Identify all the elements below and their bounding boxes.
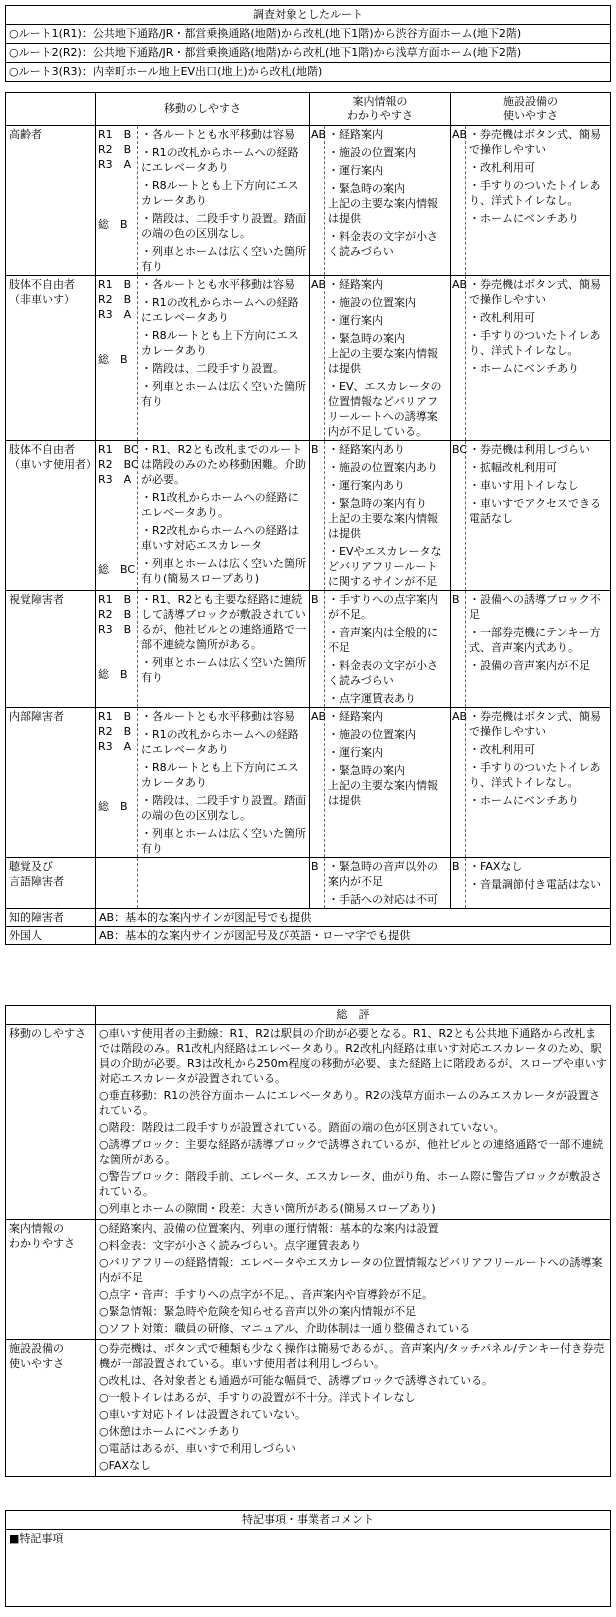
grade-line: R2 B — [98, 293, 132, 306]
grade-line — [98, 784, 135, 799]
mobility-note: ・R1、R2とも主要な経路に連続して誘導ブロックが敷設されているが、他社ビルとの連絡通路で一部不連続な箇所がある。 — [141, 593, 306, 651]
grade-line — [98, 532, 135, 547]
summary-items — [96, 1340, 611, 1477]
info-notes — [325, 441, 451, 591]
summary-item: ○ソフト対策：職員の研修、マニュアル、介助体制は一通り整備されている — [99, 1322, 471, 1335]
info-note: ・経路案内あり — [328, 443, 405, 456]
summary-items — [96, 1220, 611, 1340]
facility-note: ・券売機はボタン式、簡易で操作しやすい — [469, 710, 601, 738]
grade-line: R1 B — [98, 128, 132, 141]
grade-line: R3 A — [98, 740, 132, 753]
mobility-note: ・R8ルートとも上下方向にエスカレータあり — [141, 761, 299, 789]
footer-text: AB：基本的な案内サインが図記号でも提供 — [96, 909, 611, 927]
summary-item: ○車いす対応トイレは設置されていない。 — [99, 1408, 307, 1421]
grade-line: R2 B — [98, 725, 132, 738]
facility-note: ・改札利用可 — [469, 161, 535, 174]
info-note: ・手すりへの点字案内が不足。 — [328, 593, 438, 621]
info-note: ・緊急時の案内有り 上記の主要な案内情報は提供 — [328, 497, 438, 540]
facility-note: ・改札利用可 — [469, 311, 535, 324]
route-line-2: ○ルート2(R2)：公共地下通路/JR・都営乗換通路(地階)から改札(地下1階)から浅草方面ホーム(地下2階) — [6, 44, 611, 63]
grade-line — [98, 487, 135, 502]
grade-line: R1 B — [98, 593, 132, 606]
mobility-note: ・各ルートとも水平移動は容易 — [141, 710, 295, 723]
facility-grade: B — [451, 858, 466, 909]
grade-line — [98, 502, 135, 517]
mobility-notes — [138, 591, 310, 708]
summary-item: ○バリアフリーの経路情報：エレベータやエスカレータの位置情報などバリアフリールートへの誘導案内が不足 — [99, 1256, 603, 1284]
mobility-note: ・R2改札からホームへの経路は車いす対応エスカレータ — [141, 524, 299, 552]
info-notes — [325, 708, 451, 858]
summary-items — [96, 1025, 611, 1220]
eval-row — [6, 591, 611, 708]
grade-line: R1 BC — [98, 443, 139, 456]
info-note: ・経路案内 — [328, 278, 383, 291]
grade-line: R2 B — [98, 143, 132, 156]
info-note: ・手話への対応は不可 — [328, 893, 438, 906]
info-note: ・施設の位置案内 — [328, 296, 416, 309]
facility-note: ・手すりのついたトイレあり、洋式トイレなし。 — [469, 329, 601, 357]
mobility-grades — [96, 126, 138, 276]
facility-notes — [466, 708, 611, 858]
facility-notes — [466, 276, 611, 441]
grade-line — [98, 322, 135, 337]
grade-line: R1 B — [98, 710, 132, 723]
mobility-notes — [138, 708, 310, 858]
facility-grade: AB — [451, 276, 466, 441]
eval-row — [6, 276, 611, 441]
mobility-grades — [96, 858, 138, 909]
facility-note: ・券売機は利用しづらい — [469, 443, 590, 456]
facility-note: ・ホームにベンチあり — [469, 362, 579, 375]
mobility-grades — [96, 441, 138, 591]
eval-category-label: 高齢者 — [9, 128, 42, 141]
info-note: ・料金表の文字が小さく読みづらい — [328, 230, 438, 258]
facility-note: ・拡幅改札利用可 — [469, 461, 557, 474]
info-note: ・緊急時の案内 上記の主要な案内情報は提供 — [328, 182, 438, 225]
facility-note: ・設備への誘導ブロック不足 — [469, 593, 601, 621]
mobility-note: ・各ルートとも水平移動は容易 — [141, 128, 295, 141]
mobility-note: ・R1、R2とも改札までのルートは階段のみのため移動困難。介助が必要。 — [141, 443, 306, 486]
facility-note: ・設備の音声案内が不足 — [469, 659, 590, 672]
route-table — [5, 5, 611, 82]
summary-item: ○誘導ブロック：主要な経路が誘導ブロックで誘導されているが、他社ビルとの連絡通路で一部不連続な箇所がある。 — [99, 1138, 604, 1166]
header-info — [310, 93, 451, 126]
facility-grade: BC — [451, 441, 466, 591]
grade-line: R3 A — [98, 473, 132, 486]
mobility-note: ・列車とホームは広く空いた箇所有り — [141, 245, 306, 273]
notes-label: ■特記事項 — [9, 1532, 64, 1545]
grade-line: 総 B — [98, 353, 128, 366]
facility-notes — [466, 591, 611, 708]
eval-category-label: 肢体不自由者 （車いす使用者） — [9, 443, 97, 471]
summary-item: ○料金表：文字が小さく読みづらい。点字運賃表あり — [99, 1239, 362, 1252]
summary-title: 総 評 — [96, 1006, 611, 1025]
info-note: ・EVやエスカレータなどバリアフリールートに関するサインが不足 — [328, 545, 442, 588]
facility-note: ・ホームにベンチあり — [469, 794, 579, 807]
mobility-note: ・階段は、二段手すり設置。踏面の端の色の区別なし。 — [141, 794, 306, 822]
summary-label-cell — [6, 1220, 96, 1340]
mobility-note: ・列車とホームは広く空いた箇所有り(簡易スロープあり) — [141, 557, 306, 585]
summary-item: ○休憩はホームにベンチあり — [99, 1425, 241, 1438]
eval-category — [6, 441, 96, 591]
info-note: ・緊急時の案内 上記の主要な案内情報は提供 — [328, 764, 438, 807]
facility-notes — [466, 441, 611, 591]
grade-line: 総 B — [98, 800, 128, 813]
grade-line: R1 B — [98, 278, 132, 291]
summary-item: ○垂直移動：R1の渋谷方面ホームにエレベータあり。R2の浅草方面ホームのみエスカレータが設置されている。 — [99, 1089, 600, 1117]
eval-row — [6, 441, 611, 591]
info-grade: B — [310, 858, 325, 909]
facility-notes — [466, 858, 611, 909]
summary-item: ○緊急情報：緊急時や危険を知らせる音声以外の案内情報が不足 — [99, 1305, 417, 1318]
facility-note: ・FAXなし — [469, 860, 523, 873]
grade-line — [98, 517, 135, 532]
mobility-grades — [96, 708, 138, 858]
eval-row — [6, 858, 611, 909]
evaluation-body — [6, 126, 611, 909]
grade-line — [98, 187, 135, 202]
info-note: ・施設の位置案内 — [328, 146, 416, 159]
summary-table — [5, 1005, 611, 1477]
mobility-note: ・列車とホームは広く空いた箇所有り — [141, 380, 306, 408]
route-table-title: 調査対象としたルート — [6, 6, 611, 25]
facility-note: ・券売機はボタン式、簡易で操作しやすい — [469, 278, 601, 306]
info-notes — [325, 126, 451, 276]
summary-label: 案内情報の わかりやすさ — [9, 1222, 75, 1250]
summary-label-cell — [6, 1340, 96, 1477]
info-note: ・音声案内は全般的に不足 — [328, 626, 438, 654]
header-info-label: 案内情報の わかりやすさ — [347, 95, 413, 122]
info-note: ・運行案内 — [328, 746, 383, 759]
info-note: ・経路案内 — [328, 710, 383, 723]
eval-row — [6, 126, 611, 276]
info-grade: B — [310, 591, 325, 708]
facility-grade: B — [451, 591, 466, 708]
info-grade: AB — [310, 126, 325, 276]
notes-title: 特記事項・事業者コメント — [6, 1511, 611, 1530]
info-note: ・運行案内 — [328, 164, 383, 177]
mobility-note: ・R1の改札からホームへの経路にエレベータあり — [141, 146, 299, 174]
eval-category-label: 視覚障害者 — [9, 593, 64, 606]
eval-footer-row — [6, 927, 611, 945]
info-notes — [325, 276, 451, 441]
eval-category-label: 肢体不自由者 （非車いす） — [9, 278, 75, 306]
eval-category-label: 内部障害者 — [9, 710, 64, 723]
info-note: ・点字運賃表あり — [328, 692, 416, 705]
evaluation-footer — [6, 909, 611, 945]
info-notes — [325, 591, 451, 708]
grade-line — [98, 337, 135, 352]
summary-label: 施設設備の 使いやすさ — [9, 1342, 64, 1370]
eval-row — [6, 708, 611, 858]
header-mobility-label: 移動のしやすさ — [164, 102, 241, 115]
grade-line — [98, 652, 135, 667]
notes-body — [6, 1530, 611, 1607]
grade-line: 総 BC — [98, 563, 136, 576]
info-note: ・EV、エスカレータの位置情報などバリアフリールートへの誘導案内が不足している。 — [328, 380, 442, 438]
facility-note: ・改札利用可 — [469, 743, 535, 756]
grade-line: 総 B — [98, 668, 128, 681]
grade-line — [98, 547, 135, 562]
mobility-note: ・列車とホームは広く空いた箇所有り — [141, 827, 306, 855]
summary-item: ○階段：階段は二段手すりが設置されている。踏面の端の色が区別されていない。 — [99, 1121, 505, 1134]
footer-category: 外国人 — [6, 927, 96, 945]
mobility-grades — [96, 591, 138, 708]
info-notes — [325, 858, 451, 909]
info-note: ・運行案内 — [328, 314, 383, 327]
route-line-1: ○ルート1(R1)：公共地下通路/JR・都営乗換通路(地階)から改札(地下1階)から渋谷方面ホーム(地下2階) — [6, 25, 611, 44]
eval-category — [6, 126, 96, 276]
eval-category — [6, 276, 96, 441]
header-facility-label: 施設設備の 使いやすさ — [503, 95, 558, 122]
mobility-note: ・R1改札からホームへの経路にエレベータあり。 — [141, 491, 299, 519]
info-note: ・緊急時の案内 上記の主要な案内情報は提供 — [328, 332, 438, 375]
info-note: ・運行案内あり — [328, 479, 405, 492]
mobility-note: ・各ルートとも水平移動は容易 — [141, 278, 295, 291]
mobility-note: ・階段は、二段手すり設置。踏面の端の色の区別なし。 — [141, 212, 306, 240]
info-note: ・経路案内 — [328, 128, 383, 141]
mobility-notes — [138, 276, 310, 441]
summary-item: ○経路案内、設備の位置案内、列車の運行情報：基本的な案内は設置 — [99, 1222, 439, 1235]
grade-line: R2 B — [98, 608, 132, 621]
grade-line — [98, 769, 135, 784]
summary-body — [6, 1025, 611, 1477]
facility-note: ・車いす用トイレなし — [469, 479, 579, 492]
grade-line: R2 BC — [98, 458, 139, 471]
eval-category-label: 聴覚及び 言語障害者 — [9, 860, 64, 888]
info-grade: AB — [310, 276, 325, 441]
summary-item: ○券売機は、ボタン式で種類も少なく操作は簡易であるが、。音声案内/タッチパネル/テンキー付き券売機が一部設置されている。車いす使用者は利用しづらい。 — [99, 1342, 605, 1370]
grade-line: R3 A — [98, 308, 132, 321]
grade-line — [98, 754, 135, 769]
facility-note: ・音量調節付き電話はない — [469, 878, 601, 891]
info-note: ・施設の位置案内 — [328, 728, 416, 741]
summary-item: ○車いす使用者の主動線：R1、R2は駅員の介助が必要となる。R1、R2とも公共地下通路から改札までは階段のみ。R1改札内経路はエレベータあり。R2改札内経路は車いす対応エスカレータのため、駅員の介助が必要。R3は改札から250m程度の移動が必要、また経路上に階段あるが、スロープや車いす対応エスカレータが設置されている。 — [99, 1027, 607, 1085]
facility-note: ・手すりのついたトイレあり、洋式トイレなし。 — [469, 179, 601, 207]
mobility-notes — [138, 858, 310, 909]
header-blank — [6, 93, 96, 126]
eval-category — [6, 858, 96, 909]
grade-line — [98, 202, 135, 217]
facility-note: ・ホームにベンチあり — [469, 212, 579, 225]
facility-note: ・手すりのついたトイレあり、洋式トイレなし。 — [469, 761, 601, 789]
notes-table — [5, 1510, 611, 1607]
header-facility — [451, 93, 611, 126]
summary-header-blank — [6, 1006, 96, 1025]
summary-label-cell — [6, 1025, 96, 1220]
facility-grade: AB — [451, 708, 466, 858]
summary-item: ○列車とホームの隙間・段差：大きい箇所がある(簡易スロープあり) — [99, 1202, 436, 1215]
summary-row — [6, 1220, 611, 1340]
mobility-note: ・R8ルートとも上下方向にエスカレータあり — [141, 179, 299, 207]
mobility-note: ・階段は、二段手すり設置。 — [141, 362, 284, 375]
grade-line: 総 B — [98, 218, 128, 231]
eval-footer-row — [6, 909, 611, 927]
summary-row — [6, 1025, 611, 1220]
footer-category: 知的障害者 — [6, 909, 96, 927]
eval-category — [6, 708, 96, 858]
mobility-note: ・R8ルートとも上下方向にエスカレータあり — [141, 329, 299, 357]
facility-note: ・車いすでアクセスできる電話なし — [469, 497, 601, 525]
info-note: ・施設の位置案内あり — [328, 461, 438, 474]
facility-note: ・一部券売機にテンキー方式、音声案内式あり。 — [469, 626, 601, 654]
facility-notes — [466, 126, 611, 276]
summary-label: 移動のしやすさ — [9, 1027, 86, 1040]
summary-item: ○点字・音声：手すりへの点字が不足。、音声案内や盲導鈴が不足。 — [99, 1288, 434, 1301]
mobility-note: ・R1の改札からホームへの経路にエレベータあり — [141, 728, 299, 756]
facility-note: ・券売機はボタン式、簡易で操作しやすい — [469, 128, 601, 156]
grade-line — [98, 637, 135, 652]
mobility-note: ・R1の改札からホームへの経路にエレベータあり — [141, 296, 299, 324]
summary-item: ○警告ブロック：階段手前、エレベータ、エスカレータ、曲がり角、ホーム際に警告ブロックが敷設されている。 — [99, 1170, 602, 1198]
info-grade: B — [310, 441, 325, 591]
grade-line: R3 B — [98, 623, 132, 636]
info-grade: AB — [310, 708, 325, 858]
footer-text: AB：基本的な案内サインが図記号及び英語・ローマ字でも提供 — [96, 927, 611, 945]
route-line-3: ○ルート3(R3)：内幸町ホール地上EV出口(地上)から改札(地階) — [6, 63, 611, 82]
mobility-grades — [96, 276, 138, 441]
eval-category — [6, 591, 96, 708]
summary-item: ○改札は、各対象者とも通過が可能な幅員で、誘導ブロックで誘導されている。 — [99, 1374, 494, 1387]
mobility-notes — [138, 441, 310, 591]
info-note: ・緊急時の音声以外の案内が不足 — [328, 860, 438, 888]
grade-line — [98, 172, 135, 187]
summary-item: ○電話はあるが、車いすで利用しづらい — [99, 1442, 296, 1455]
summary-row — [6, 1340, 611, 1477]
summary-item: ○一般トイレはあるが、手すりの設置が不十分。洋式トイレなし — [99, 1391, 416, 1404]
evaluation-table — [5, 92, 611, 945]
summary-item: ○FAXなし — [99, 1459, 151, 1472]
mobility-notes — [138, 126, 310, 276]
info-note: ・料金表の文字が小さく読みづらい — [328, 659, 438, 687]
mobility-note: ・列車とホームは広く空いた箇所有り — [141, 656, 306, 684]
facility-grade: AB — [451, 126, 466, 276]
grade-line: R3 A — [98, 158, 132, 171]
header-mobility — [96, 93, 310, 126]
